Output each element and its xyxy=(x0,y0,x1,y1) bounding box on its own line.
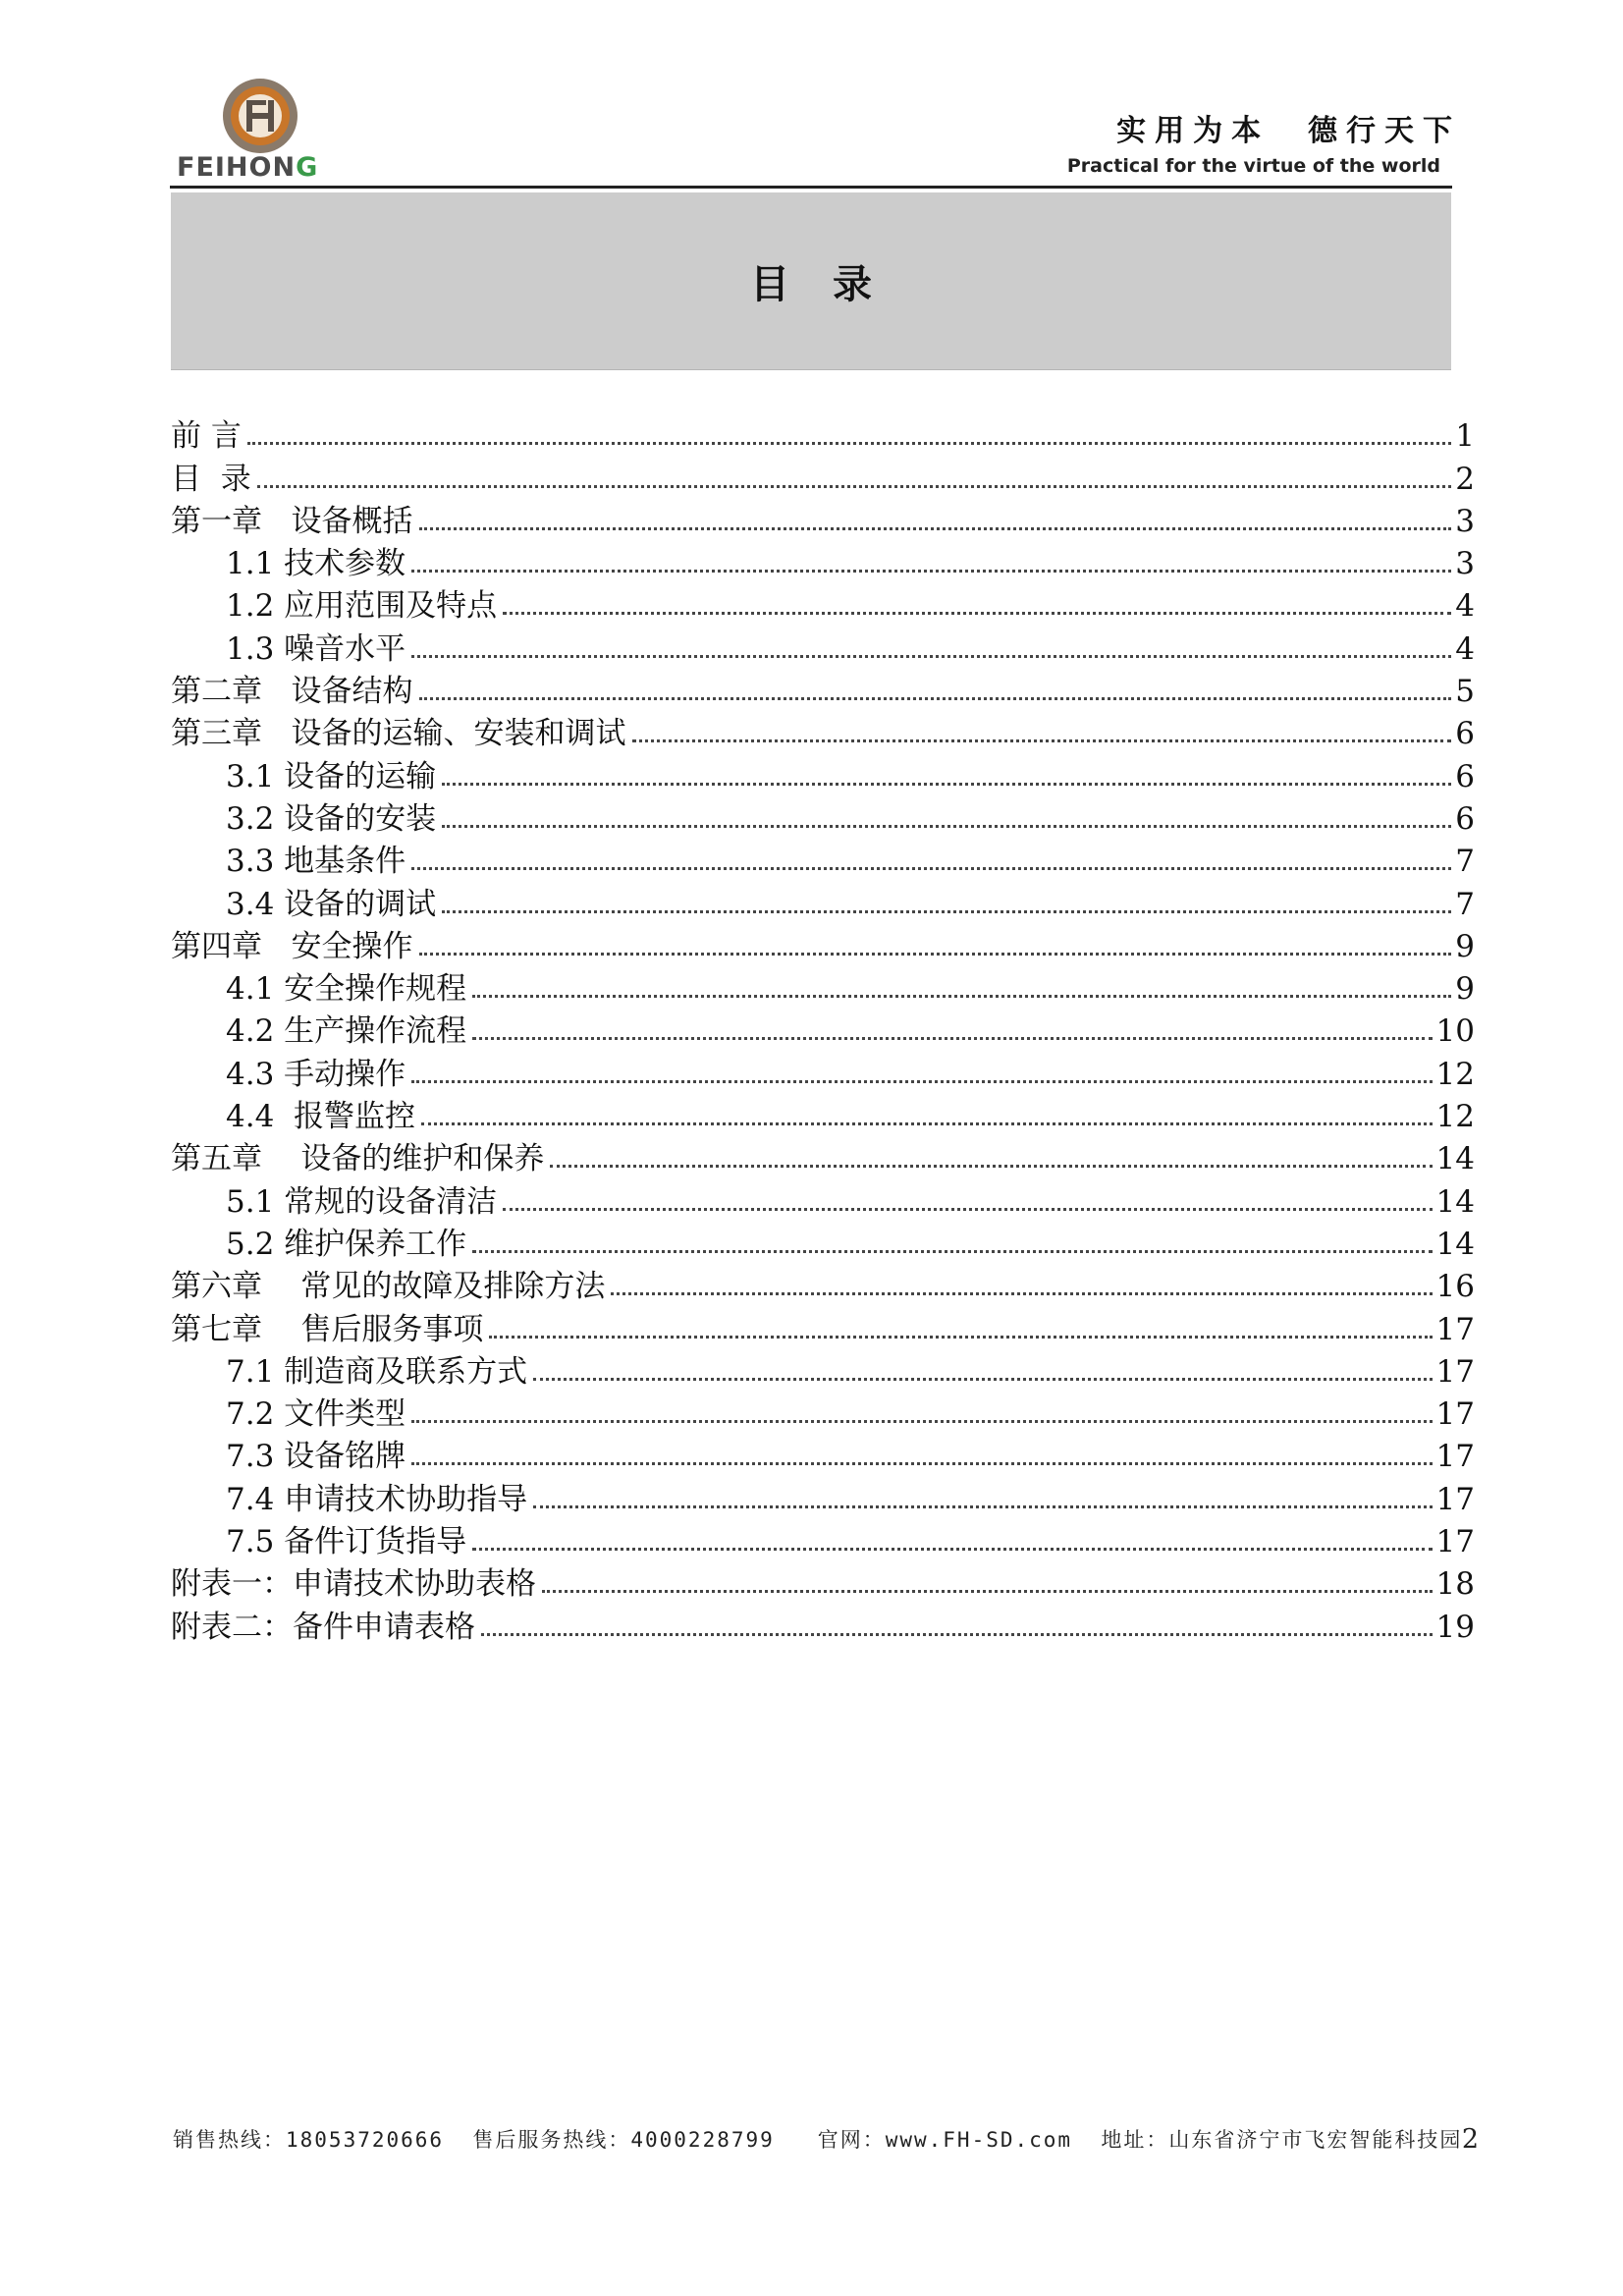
toc-entry-label: 3.3 地基条件 xyxy=(226,844,406,880)
toc-leader-dots xyxy=(419,697,1452,700)
toc-entry-page: 5 xyxy=(1455,674,1475,710)
toc-leader-dots xyxy=(503,1208,1432,1211)
toc-entry-label: 7.5 备件订货指导 xyxy=(226,1524,467,1560)
toc-leader-dots xyxy=(442,783,1451,786)
toc-entry-label: 4.3 手动操作 xyxy=(226,1056,406,1092)
toc-entry-label: 3.1 设备的运输 xyxy=(226,758,437,794)
toc-entry[interactable] xyxy=(171,838,1475,880)
toc-entry-label: 第三章 设备的运输、安装和调试 xyxy=(171,716,626,752)
toc-entry-page: 7 xyxy=(1455,844,1475,880)
toc-entry[interactable] xyxy=(171,1305,1475,1347)
toc-entry[interactable] xyxy=(171,923,1475,965)
toc-entry[interactable] xyxy=(171,1433,1475,1475)
toc-entry-page: 4 xyxy=(1455,630,1475,667)
toc-entry-page: 17 xyxy=(1435,1311,1475,1347)
toc-entry-page: 17 xyxy=(1435,1396,1475,1433)
toc-entry-page: 17 xyxy=(1435,1481,1475,1517)
toc-leader-dots xyxy=(421,1122,1433,1125)
toc-leader-dots xyxy=(411,1080,1432,1083)
toc-leader-dots xyxy=(411,1462,1432,1465)
toc-leader-dots xyxy=(411,867,1451,870)
toc-entry-label: 5.1 常规的设备清洁 xyxy=(226,1183,498,1220)
toc-entry-page: 14 xyxy=(1435,1141,1475,1177)
toc-leader-dots xyxy=(503,612,1451,615)
toc-entry[interactable] xyxy=(171,752,1475,794)
toc-entry[interactable] xyxy=(171,1263,1475,1305)
toc-entry-page: 16 xyxy=(1435,1269,1475,1305)
slogan-chinese: 实用为本 德行天下 xyxy=(1116,114,1461,148)
page-title: 目录 xyxy=(750,261,915,307)
toc-leader-dots xyxy=(411,570,1451,573)
toc-entry[interactable] xyxy=(171,455,1475,497)
toc-entry-page: 6 xyxy=(1455,800,1475,837)
toc-entry-page: 17 xyxy=(1435,1353,1475,1390)
toc-leader-dots xyxy=(489,1336,1432,1339)
toc-entry[interactable] xyxy=(171,582,1475,625)
toc-leader-dots xyxy=(442,910,1451,913)
toc-entry-page: 9 xyxy=(1455,928,1475,964)
toc-entry-label: 7.4 申请技术协助指导 xyxy=(226,1481,528,1517)
toc-leader-dots xyxy=(257,485,1452,488)
footer-contact-text: 销售热线：18053720666 售后服务热线：4000228799 官网：www.FH-SD.com 地址：山东省济宁市飞宏智能科技园 xyxy=(173,2128,1463,2152)
toc-entry-page: 6 xyxy=(1455,716,1475,752)
toc-entry-page: 10 xyxy=(1435,1013,1475,1050)
title-banner xyxy=(171,192,1451,370)
toc-entry[interactable] xyxy=(171,1177,1475,1220)
toc-leader-dots xyxy=(247,442,1451,445)
toc-entry-label: 第五章 设备的维护和保养 xyxy=(171,1141,545,1177)
toc-leader-dots xyxy=(411,655,1451,658)
toc-leader-dots xyxy=(472,1037,1432,1040)
toc-entry[interactable] xyxy=(171,1475,1475,1517)
toc-leader-dots xyxy=(419,527,1452,530)
toc-entry-label: 第四章 安全操作 xyxy=(171,928,413,964)
toc-entry[interactable] xyxy=(171,795,1475,838)
toc-entry[interactable] xyxy=(171,1135,1475,1177)
slogan-english: Practical for the virtue of the world xyxy=(1066,155,1440,177)
toc-leader-dots xyxy=(550,1165,1432,1168)
toc-entry[interactable] xyxy=(171,1518,1475,1560)
toc-entry-page: 7 xyxy=(1455,886,1475,922)
toc-entry[interactable] xyxy=(171,1050,1475,1092)
toc-entry-page: 14 xyxy=(1435,1183,1475,1220)
toc-leader-dots xyxy=(542,1590,1433,1593)
toc-entry[interactable] xyxy=(171,498,1475,540)
toc-entry-page: 9 xyxy=(1455,971,1475,1008)
toc-entry[interactable] xyxy=(171,1391,1475,1433)
toc-entry[interactable] xyxy=(171,1603,1475,1645)
toc-entry-label: 3.2 设备的安装 xyxy=(226,800,437,837)
toc-entry-page: 19 xyxy=(1435,1609,1475,1645)
toc-entry[interactable] xyxy=(171,540,1475,582)
toc-entry-page: 2 xyxy=(1455,461,1475,497)
toc-entry[interactable] xyxy=(171,1560,1475,1603)
page-footer xyxy=(173,2119,1479,2159)
toc-entry-page: 1 xyxy=(1455,418,1475,455)
toc-entry-page: 6 xyxy=(1455,758,1475,794)
toc-entry-label: 1.3 噪音水平 xyxy=(226,630,406,667)
toc-leader-dots xyxy=(611,1292,1432,1295)
toc-leader-dots xyxy=(632,739,1452,742)
toc-leader-dots xyxy=(533,1505,1432,1508)
toc-entry-label: 第一章 设备概括 xyxy=(171,503,413,539)
toc-entry-page: 12 xyxy=(1435,1099,1475,1135)
toc-entry-label: 第七章 售后服务事项 xyxy=(171,1311,484,1347)
toc-leader-dots xyxy=(472,995,1451,998)
toc-entry-label: 第六章 常见的故障及排除方法 xyxy=(171,1269,606,1305)
toc-entry[interactable] xyxy=(171,1093,1475,1135)
toc-entry-page: 17 xyxy=(1435,1524,1475,1560)
toc-entry[interactable] xyxy=(171,710,1475,752)
toc-entry-page: 4 xyxy=(1455,588,1475,625)
toc-entry-page: 17 xyxy=(1435,1439,1475,1475)
toc-leader-dots xyxy=(419,953,1452,956)
toc-entry-label: 3.4 设备的调试 xyxy=(226,886,437,922)
toc-entry[interactable] xyxy=(171,1348,1475,1391)
toc-entry-label: 附表一：申请技术协助表格 xyxy=(171,1566,536,1603)
toc-entry-label: 4.1 安全操作规程 xyxy=(226,971,467,1008)
toc-entry-label: 7.2 文件类型 xyxy=(226,1396,406,1433)
logo-wordmark-g: G xyxy=(296,152,319,183)
toc-entry-label: 4.4 报警监控 xyxy=(226,1099,416,1135)
toc-entry-label: 第二章 设备结构 xyxy=(171,674,413,710)
toc-entry[interactable] xyxy=(171,1221,1475,1263)
toc-entry-page: 14 xyxy=(1435,1226,1475,1262)
toc-leader-dots xyxy=(481,1633,1433,1636)
toc-entry[interactable] xyxy=(171,880,1475,922)
toc-entry-page: 3 xyxy=(1455,503,1475,539)
toc-leader-dots xyxy=(533,1378,1432,1381)
toc-entry-label: 7.1 制造商及联系方式 xyxy=(226,1353,528,1390)
table-of-contents xyxy=(171,412,1475,1646)
toc-leader-dots xyxy=(411,1420,1432,1423)
toc-entry[interactable] xyxy=(171,965,1475,1008)
toc-entry-label: 前 言 xyxy=(171,418,242,455)
toc-entry-label: 目 录 xyxy=(171,461,251,497)
toc-entry[interactable] xyxy=(171,412,1475,455)
toc-leader-dots xyxy=(472,1548,1432,1551)
feihong-logo-icon xyxy=(221,77,299,155)
toc-entry-label: 1.1 技术参数 xyxy=(226,546,406,582)
header-divider xyxy=(170,186,1452,189)
toc-entry-label: 附表二：备件申请表格 xyxy=(171,1609,475,1645)
toc-entry-label: 4.2 生产操作流程 xyxy=(226,1013,467,1050)
toc-entry-page: 18 xyxy=(1435,1566,1475,1603)
logo-wordmark xyxy=(177,152,349,183)
toc-entry-page: 12 xyxy=(1435,1056,1475,1092)
footer-page-number: 2 xyxy=(1461,2123,1479,2155)
toc-entry-label: 5.2 维护保养工作 xyxy=(226,1226,467,1262)
toc-entry-label: 1.2 应用范围及特点 xyxy=(226,588,498,625)
logo-wordmark-main: FEIHON xyxy=(177,152,297,183)
toc-entry[interactable] xyxy=(171,625,1475,667)
toc-leader-dots xyxy=(472,1250,1432,1253)
toc-entry[interactable] xyxy=(171,668,1475,710)
toc-entry[interactable] xyxy=(171,1008,1475,1050)
toc-leader-dots xyxy=(442,825,1451,828)
toc-entry-label: 7.3 设备铭牌 xyxy=(226,1439,406,1475)
toc-entry-page: 3 xyxy=(1455,546,1475,582)
